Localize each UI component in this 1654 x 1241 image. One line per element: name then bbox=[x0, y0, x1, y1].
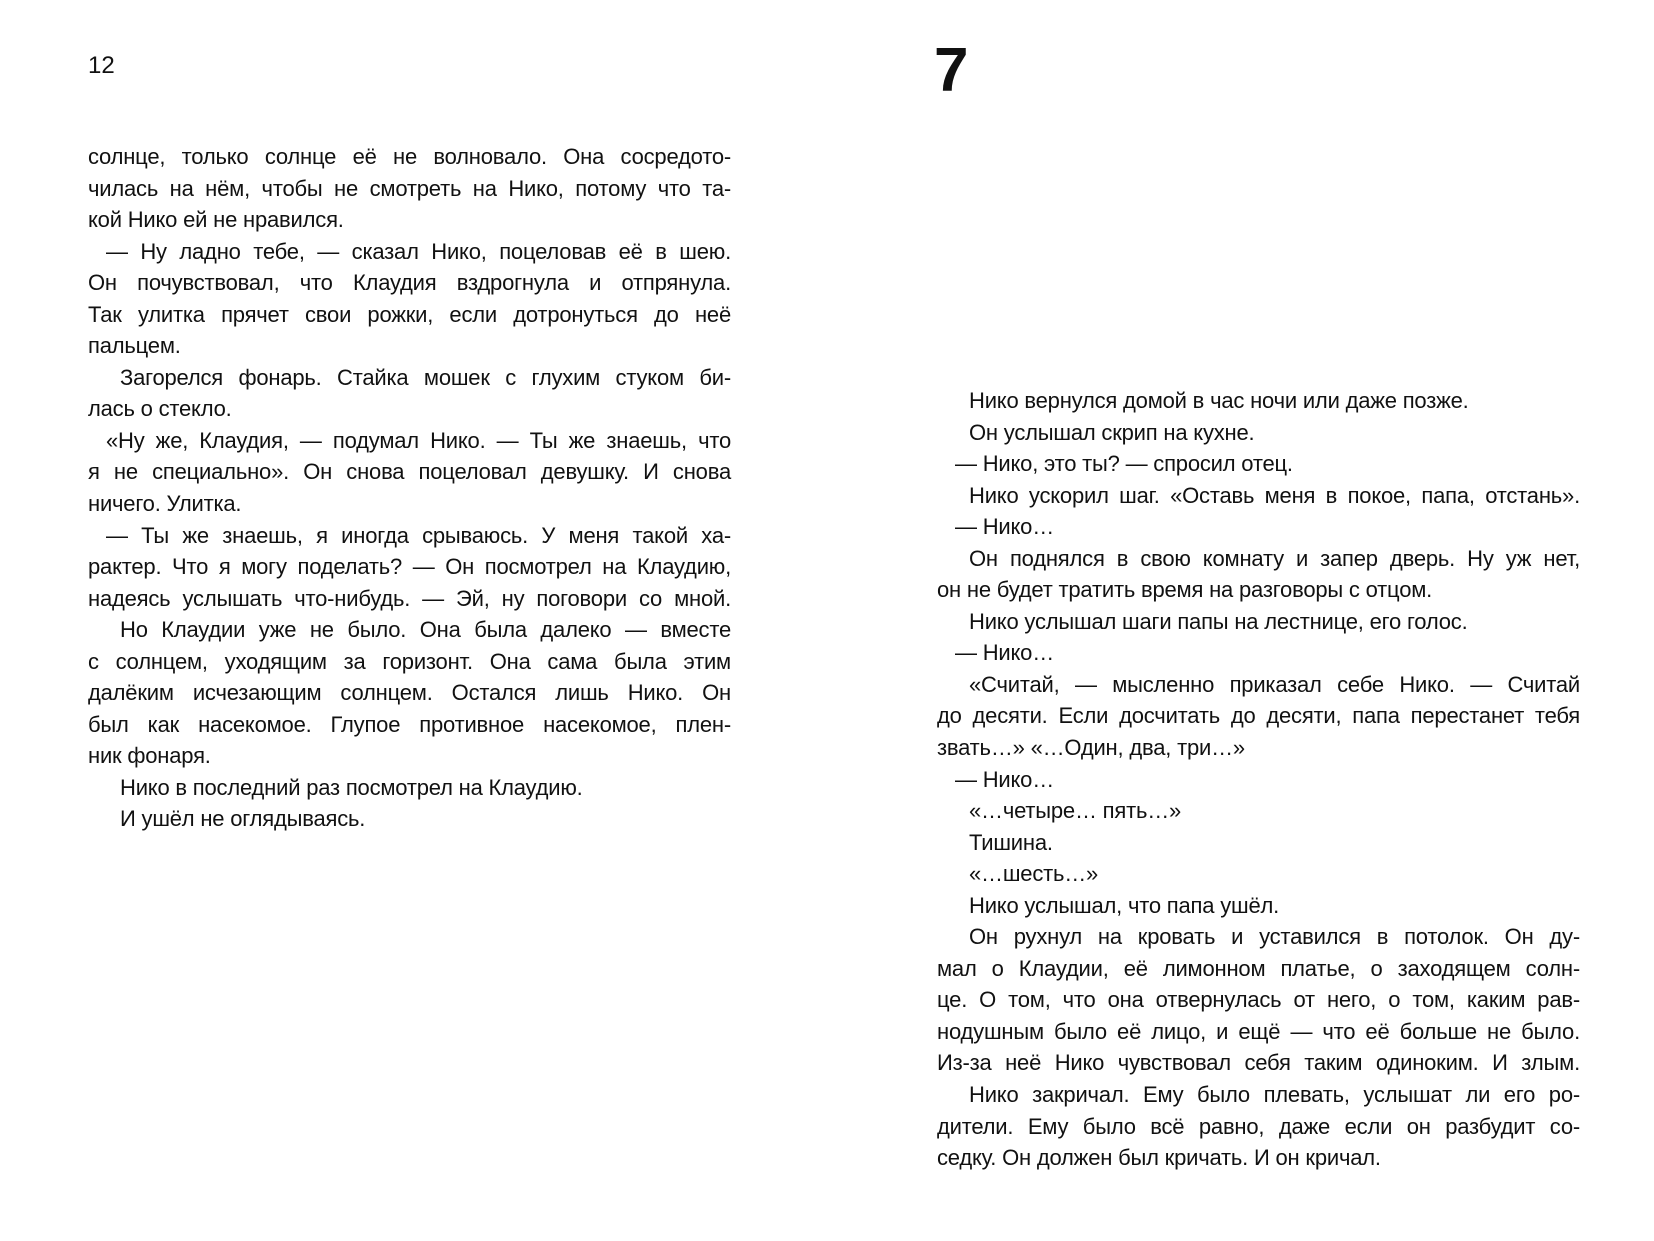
text-line: седку. Он должен был кричать. И он кричал. bbox=[937, 1145, 1381, 1171]
text-line: надеясь услышать что-нибудь. — Эй, ну поговори со мной. bbox=[88, 585, 731, 611]
text-line: был как насекомое. Глупое противное насекомое, плен- bbox=[88, 711, 731, 737]
text-line: ничего. Улитка. bbox=[88, 491, 242, 517]
chapter-number: 7 bbox=[934, 36, 969, 105]
text-line: пальцем. bbox=[88, 333, 181, 359]
text-line: «Считай, — мысленно приказал себе Нико. — Считай bbox=[969, 671, 1580, 697]
text-line: Он поднялся в свою комнату и запер дверь. Ну уж нет, bbox=[969, 545, 1580, 571]
text-line: Из-за неё Нико чувствовал себя таким одиноким. И злым. bbox=[937, 1050, 1580, 1076]
text-line: до десяти. Если досчитать до десяти, папа перестанет тебя bbox=[937, 703, 1580, 729]
text-line: Нико ускорил шаг. «Оставь меня в покое, папа, отстань». bbox=[969, 482, 1580, 508]
text-line: нодушным было её лицо, и ещё — что её больше не было. bbox=[937, 1018, 1580, 1044]
text-line: Тишина. bbox=[969, 829, 1053, 855]
text-line: це. О том, что она отвернулась от него, о том, каким рав- bbox=[937, 987, 1580, 1013]
text-line: солнце, только солнце её не волновало. Она сосредото- bbox=[88, 144, 731, 169]
text-line: Нико услышал, что папа ушёл. bbox=[969, 892, 1280, 918]
right-page-text bbox=[937, 385, 1580, 1174]
text-line: Нико в последний раз посмотрел на Клаудию. bbox=[120, 774, 583, 800]
text-line: звать…» «…Один, два, три…» bbox=[937, 735, 1245, 761]
text-line: «…четыре… пять…» bbox=[969, 798, 1182, 824]
text-line: я не специально». Он снова поцеловал девушку. И снова bbox=[88, 459, 731, 485]
text-line: — Ну ладно тебе, — сказал Нико, поцеловав её в шею. bbox=[106, 238, 731, 264]
text-line: рактер. Что я могу поделать? — Он посмотрел на Клаудию, bbox=[88, 554, 731, 580]
text-line: «…шесть…» bbox=[969, 861, 1099, 887]
text-line: дители. Ему было всё равно, даже если он разбудит со- bbox=[937, 1113, 1580, 1139]
text-line: — Ты же знаешь, я иногда срываюсь. У меня такой ха- bbox=[106, 522, 731, 548]
text-line: Нико закричал. Ему было плевать, услышат ли его ро- bbox=[969, 1082, 1580, 1108]
text-line: чилась на нём, чтобы не смотреть на Нико, потому что та- bbox=[88, 175, 731, 201]
left-page-text bbox=[88, 141, 731, 835]
text-line: — Нико… bbox=[955, 766, 1054, 792]
text-line: Он услышал скрип на кухне. bbox=[969, 419, 1255, 445]
text-line: — Нико… bbox=[955, 514, 1054, 540]
text-line: мал о Клаудии, её лимонном платье, о заходящем солн- bbox=[937, 955, 1580, 981]
text-line: ник фонаря. bbox=[88, 743, 211, 769]
text-line: — Нико… bbox=[955, 640, 1054, 666]
page-number: 12 bbox=[88, 52, 115, 79]
text-line: с солнцем, уходящим за горизонт. Она сама была этим bbox=[88, 648, 731, 674]
text-line: он не будет тратить время на разговоры с отцом. bbox=[937, 577, 1433, 603]
text-line: — Нико, это ты? — спросил отец. bbox=[955, 451, 1293, 477]
text-line: Но Клаудии уже не было. Она была далеко — вместе bbox=[120, 617, 731, 643]
text-line: Загорелся фонарь. Стайка мошек с глухим стуком би- bbox=[120, 364, 731, 390]
text-line: лась о стекло. bbox=[88, 396, 232, 422]
text-line: Так улитка прячет свои рожки, если дотронуться до неё bbox=[88, 301, 731, 327]
text-line: кой Нико ей не нравился. bbox=[88, 207, 344, 233]
text-line: Нико вернулся домой в час ночи или даже позже. bbox=[969, 388, 1469, 413]
text-line: И ушёл не оглядываясь. bbox=[120, 806, 366, 832]
text-line: далёким исчезающим солнцем. Остался лишь Нико. Он bbox=[88, 680, 731, 706]
text-line: Нико услышал шаги папы на лестнице, его голос. bbox=[969, 608, 1468, 634]
text-line: Он рухнул на кровать и уставился в потолок. Он ду- bbox=[969, 924, 1580, 950]
text-line: «Ну же, Клаудия, — подумал Нико. — Ты же знаешь, что bbox=[106, 427, 731, 453]
text-line: Он почувствовал, что Клаудия вздрогнула и отпрянула. bbox=[88, 270, 731, 296]
